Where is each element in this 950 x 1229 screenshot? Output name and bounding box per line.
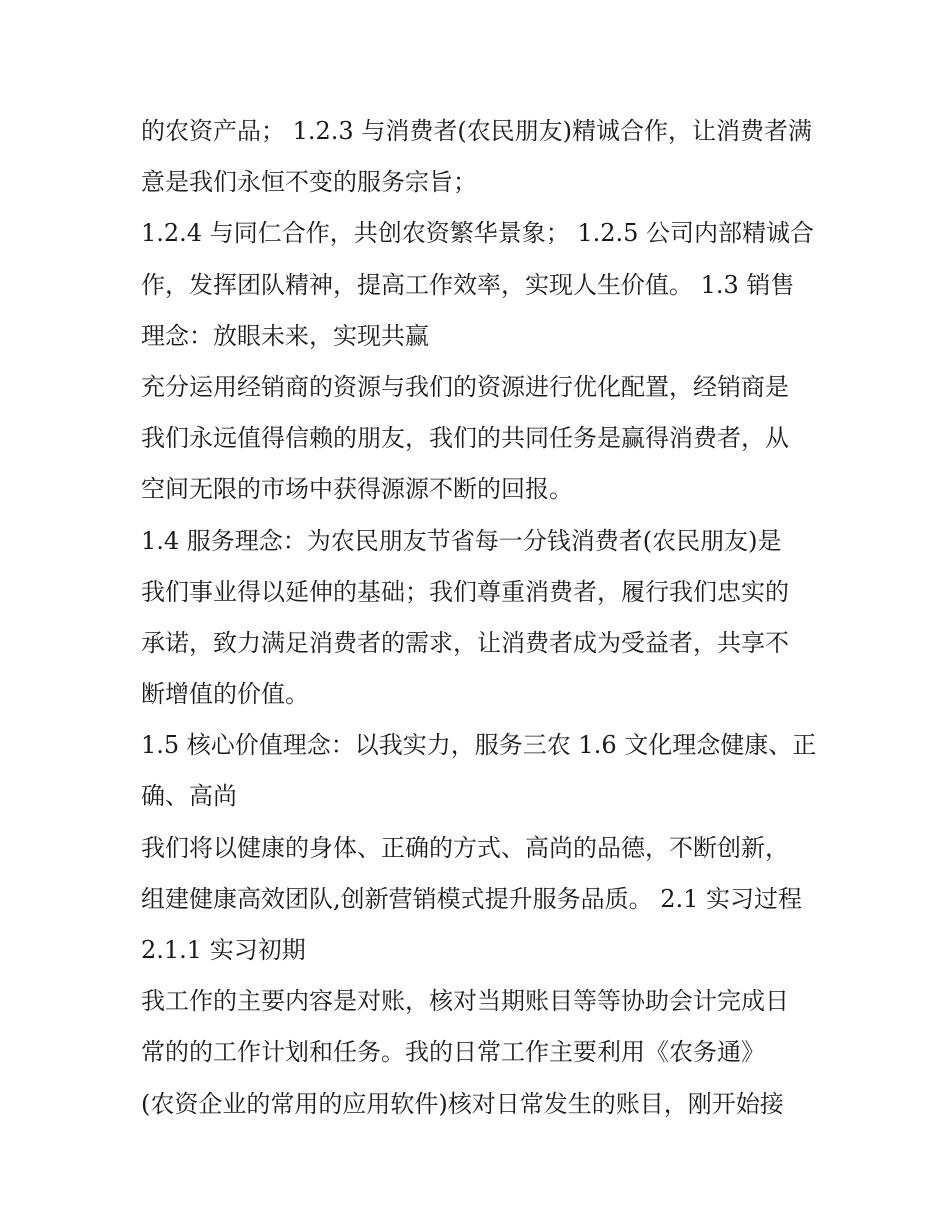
text-line: 的农资产品； 1.2.3 与消费者(农民朋友)精诚合作，让消费者满 — [141, 117, 813, 145]
text-line: 确、高尚 — [141, 782, 237, 811]
text-line: 组建健康高效团队,创新营销模式提升服务品质。 2.1 实习过程 — [141, 884, 803, 913]
text-line: 我们将以健康的身体、正确的方式、高尚的品德，不断创新， — [141, 833, 789, 862]
text-line: 1.2.4 与同仁合作，共创农资繁华景象； 1.2.5 公司内部精诚合 — [141, 219, 815, 248]
text-line: 我们事业得以延伸的基础；我们尊重消费者，履行我们忠实的 — [141, 577, 789, 606]
text-line: (农资企业的常用的应用软件)核对日常发生的账目，刚开始接 — [141, 1089, 784, 1118]
text-line: 1.4 服务理念：为农民朋友节省每一分钱消费者(农民朋友)是 — [141, 526, 782, 555]
text-line: 断增值的价值。 — [141, 680, 309, 709]
text-line: 意是我们永恒不变的服务宗旨； — [141, 168, 477, 197]
text-line: 充分运用经销商的资源与我们的资源进行优化配置，经销商是 — [141, 372, 789, 401]
text-line: 我们永远值得信赖的朋友，我们的共同任务是赢得消费者，从 — [141, 424, 789, 453]
text-line: 理念：放眼未来，实现共赢 — [141, 321, 429, 350]
body-text — [141, 106, 821, 1130]
text-line: 我工作的主要内容是对账，核对当期账目等等协助会计完成日 — [141, 987, 789, 1016]
text-line: 承诺，致力满足消费者的需求，让消费者成为受益者，共享不 — [141, 628, 789, 657]
text-line: 作，发挥团队精神，提高工作效率，实现人生价值。 1.3 销售 — [141, 270, 795, 299]
text-line: 空间无限的市场中获得源源不断的回报。 — [141, 475, 573, 504]
text-line: 2.1.1 实习初期 — [141, 936, 306, 964]
text-line: 1.5 核心价值理念：以我实力，服务三农 1.6 文化理念健康、正 — [141, 731, 817, 760]
text-line: 常的的工作计划和任务。我的日常工作主要利用《农务通》 — [141, 1038, 765, 1067]
